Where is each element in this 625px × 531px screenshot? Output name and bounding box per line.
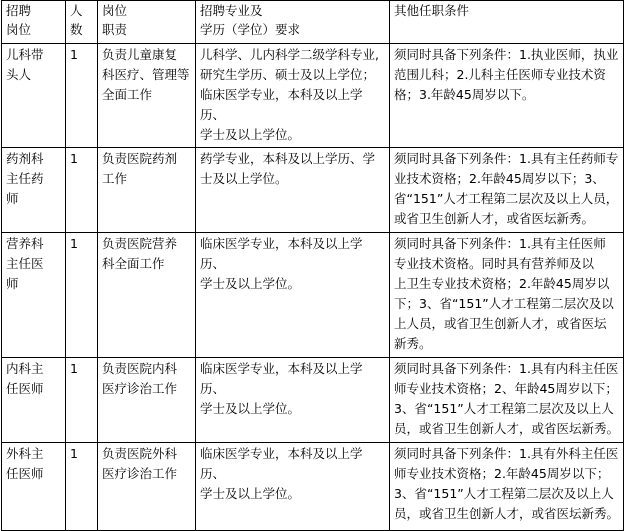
cell-education: 临床医学专业，本科及以上学历、 学士及以上学位。 bbox=[196, 443, 390, 531]
cell-count: 1 bbox=[66, 44, 98, 148]
table-row bbox=[2, 358, 624, 443]
cell-education: 临床医学专业，本科及以上学历、 学士及以上学位。 bbox=[196, 233, 390, 358]
cell-count: 1 bbox=[66, 233, 98, 358]
header-position: 招聘 岗位 bbox=[2, 1, 66, 44]
header-count: 人 数 bbox=[66, 1, 98, 44]
table-row bbox=[2, 443, 624, 531]
table-body bbox=[2, 44, 624, 531]
cell-education: 儿科学、儿内科学二级学科专业, 研究生学历、硕士及以上学位； 临床医学专业，本科及以上学历、 学士及以上学位。 bbox=[196, 44, 390, 148]
cell-count: 1 bbox=[66, 443, 98, 531]
cell-position: 药剂科 主任药 师 bbox=[2, 148, 66, 233]
cell-count: 1 bbox=[66, 148, 98, 233]
cell-education: 临床医学专业，本科及以上学历、 学士及以上学位。 bbox=[196, 358, 390, 443]
cell-duties: 负责医院内科 医疗诊治工作 bbox=[98, 358, 196, 443]
cell-duties: 负责儿童康复 科医疗、管理等 全面工作 bbox=[98, 44, 196, 148]
cell-education: 药学专业，本科及以上学历、学 士及以上学位。 bbox=[196, 148, 390, 233]
cell-conditions: 须同时具备下列条件：1.具有内科主任医 师专业技术资格；2、年龄45周岁以下； 3、省“151”人才工程第二层次及以上人 员，或省卫生创新人才，或省医坛新秀。 bbox=[390, 358, 624, 443]
cell-conditions: 须同时具备下列条件：1.执业医师，执业 范围儿科；2.儿科主任医师专业技术资 格；3.年龄45周岁以下。 bbox=[390, 44, 624, 148]
table-row bbox=[2, 148, 624, 233]
cell-position: 营养科 主任医 师 bbox=[2, 233, 66, 358]
recruitment-table bbox=[1, 0, 624, 531]
cell-position: 外科主 任医师 bbox=[2, 443, 66, 531]
cell-conditions: 须同时具备下列条件：1.具有主任药师专 业技术资格；2.年龄45周岁以下；3、 省“151”人才工程第二层次及以上人员， 或省卫生创新人才，或省医坛新秀。 bbox=[390, 148, 624, 233]
table-row bbox=[2, 233, 624, 358]
cell-duties: 负责医院营养 科全面工作 bbox=[98, 233, 196, 358]
cell-position: 内科主 任医师 bbox=[2, 358, 66, 443]
cell-count: 1 bbox=[66, 358, 98, 443]
header-conditions: 其他任职条件 bbox=[390, 1, 624, 44]
header-row bbox=[2, 1, 624, 44]
header-duties: 岗位 职责 bbox=[98, 1, 196, 44]
table-row bbox=[2, 44, 624, 148]
header-education: 招聘专业及 学历（学位）要求 bbox=[196, 1, 390, 44]
cell-position: 儿科带 头人 bbox=[2, 44, 66, 148]
cell-conditions: 须同时具备下列条件：1.具有主任医师 专业技术资格。同时具有营养师及以 上卫生专业技术资格；2.年龄45周岁以 下；3、省“151”人才工程第二层次及以 上人员，或省卫生创新人才，或省医坛 新秀。 bbox=[390, 233, 624, 358]
cell-duties: 负责医院药剂 工作 bbox=[98, 148, 196, 233]
cell-conditions: 须同时具备下列条件：1.具有外科主任医 师专业技术资格；2.年龄45周岁以下； 3、省“151”人才工程第二层次及以上人 员，或省卫生创新人才，或省医坛新秀。 bbox=[390, 443, 624, 531]
cell-duties: 负责医院外科 医疗诊治工作 bbox=[98, 443, 196, 531]
table-header bbox=[2, 1, 624, 44]
